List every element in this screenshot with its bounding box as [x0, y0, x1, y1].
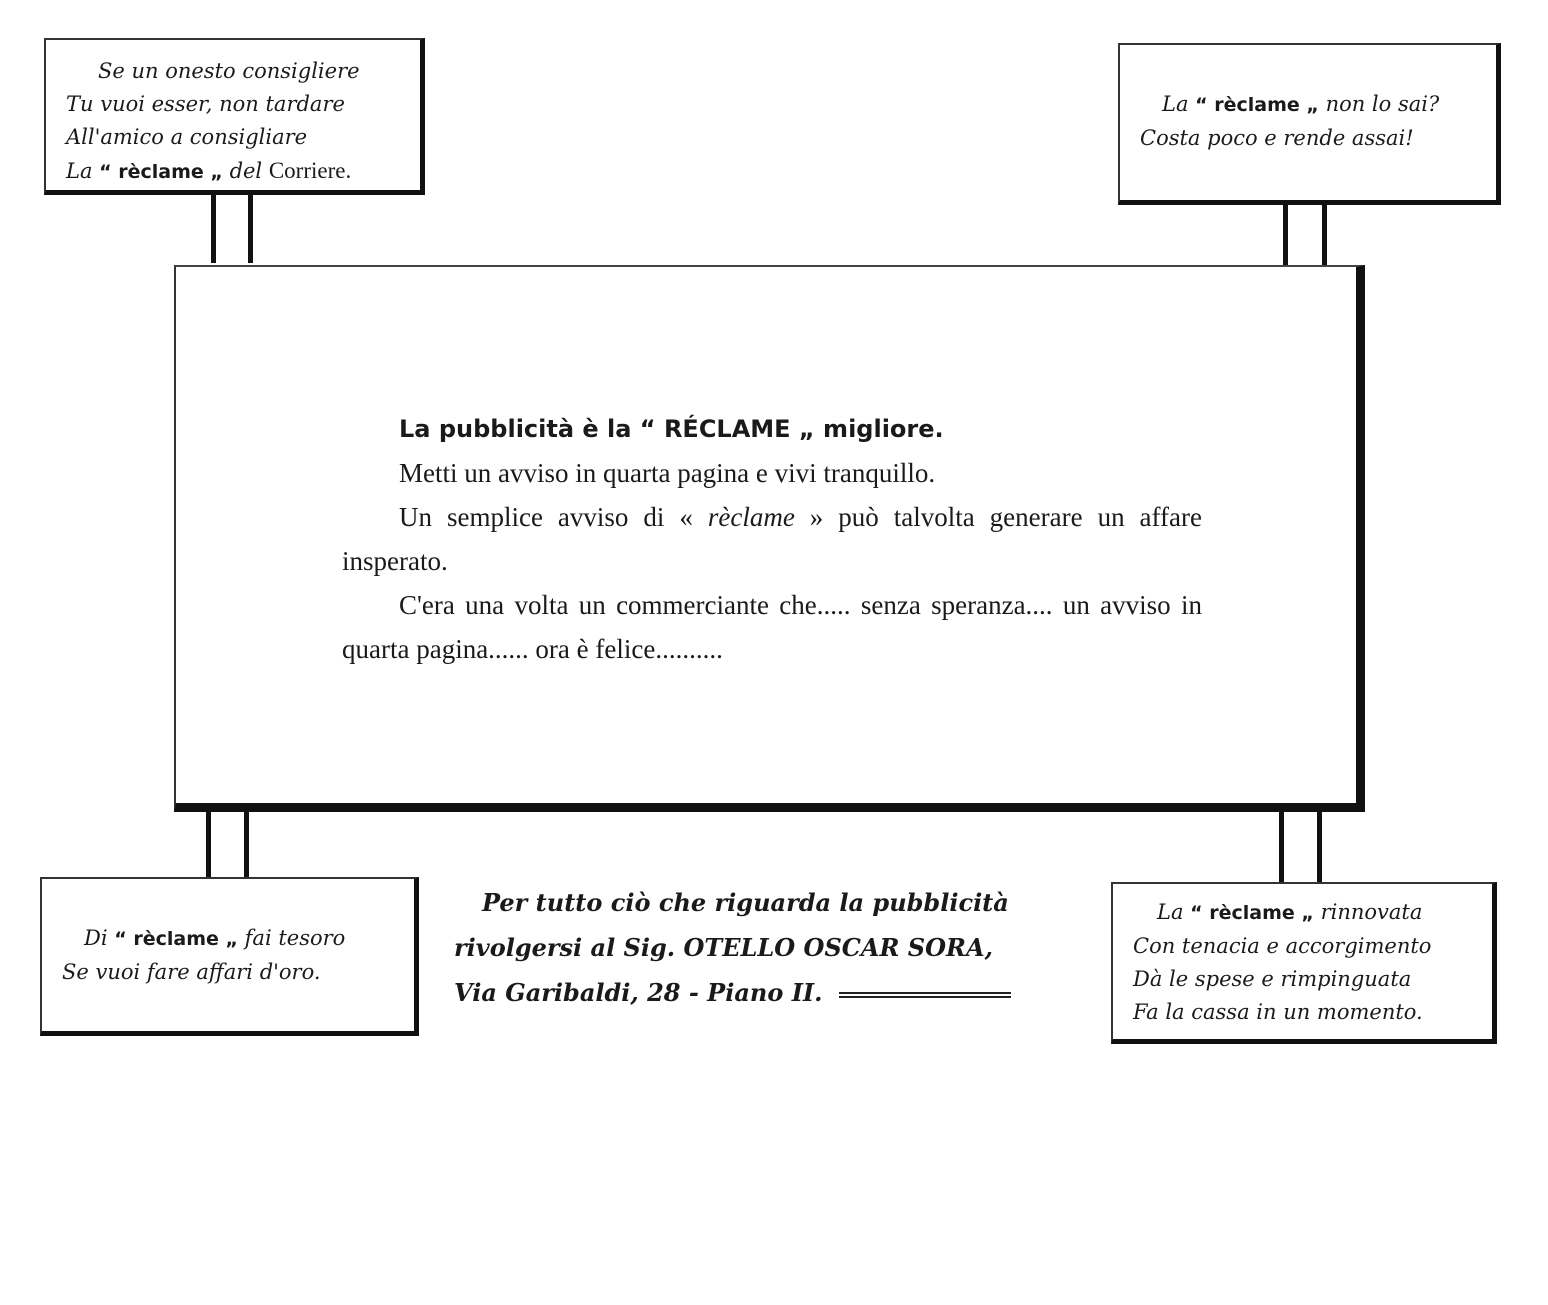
verse-fragment: La [1162, 92, 1196, 116]
reclame-word: “ rèclame „ [1195, 94, 1319, 116]
verse-fragment: Di [84, 926, 115, 950]
verse-fragment: La [1157, 900, 1191, 924]
verse-line: Con tenacia e accorgimento [1133, 934, 1432, 958]
contact-info [454, 880, 1079, 1015]
bottom-right-verse [1133, 896, 1431, 1029]
sign-post [1279, 812, 1284, 883]
contact-line: rivolgersi al Sig. OTELLO OSCAR SORA, [454, 933, 993, 962]
verse-line [1140, 88, 1439, 122]
main-heading: La pubblicità è la “ RÉCLAME „ migliore. [399, 415, 944, 443]
reclame-word: “ rèclame „ [99, 161, 223, 183]
bottom-left-verse [62, 922, 345, 989]
verse-line [62, 922, 345, 956]
bottom-right-sign [1111, 882, 1497, 1044]
verse-fragment: La [66, 159, 100, 183]
sign-post [248, 195, 253, 263]
verse-fragment: non lo sai? [1318, 92, 1440, 116]
main-sign [174, 265, 1365, 812]
verse-line [66, 154, 360, 189]
paragraph-fragment: » può talvolta generare un affare insperato. [342, 502, 1202, 576]
bottom-left-sign [40, 877, 419, 1036]
main-paragraph [342, 495, 1202, 583]
verse-line: Se un onesto consigliere [98, 59, 360, 83]
verse-line: Se vuoi fare affari d'oro. [62, 960, 321, 984]
main-paragraph: C'era una volta un commerciante che..... senza speranza.... un avviso in quarta pagina...... ora è felice.......... [342, 590, 1202, 664]
verse-fragment: rinnovata [1313, 900, 1423, 924]
sign-post [1283, 205, 1288, 271]
reclame-word: rèclame [707, 502, 795, 532]
verse-line: Dà le spese e rimpinguata [1133, 967, 1412, 991]
sign-post [244, 812, 249, 878]
top-left-sign [44, 38, 425, 195]
verse-line: Tu vuoi esser, non tardare [66, 92, 345, 116]
verse-fragment: Corriere. [268, 158, 352, 183]
main-text [342, 407, 1202, 671]
top-left-verse [66, 55, 360, 189]
verse-line [1133, 896, 1431, 930]
verse-fragment: fai tesoro [237, 926, 346, 950]
reclame-word: “ rèclame „ [1190, 902, 1314, 924]
verse-fragment: del [222, 159, 269, 183]
reclame-word: “ rèclame „ [114, 928, 238, 950]
sign-post [206, 812, 211, 878]
paragraph-fragment: Un semplice avviso di « [399, 502, 708, 532]
verse-line: Fa la cassa in un momento. [1133, 1000, 1423, 1024]
sign-post [211, 195, 216, 263]
top-right-sign [1118, 43, 1501, 205]
verse-line: All'amico a consigliare [66, 125, 308, 149]
double-rule [839, 992, 1011, 998]
top-right-verse [1140, 88, 1439, 155]
contact-address: Via Garibaldi, 28 - Piano II. [454, 978, 823, 1007]
main-paragraph: Metti un avviso in quarta pagina e vivi tranquillo. [399, 458, 936, 488]
sign-post [1322, 205, 1327, 271]
verse-line: Costa poco e rende assai! [1140, 126, 1414, 150]
contact-line [454, 970, 1079, 1015]
sign-post [1317, 812, 1322, 883]
contact-line: Per tutto ciò che riguarda la pubblicità [482, 888, 1009, 917]
